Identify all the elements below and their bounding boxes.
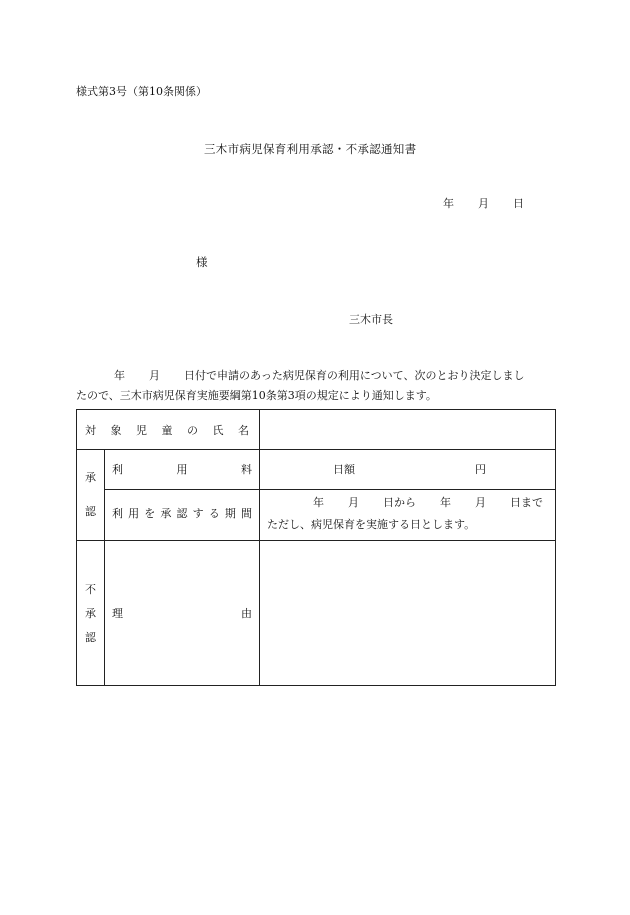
period-line2: ただし、病児保育を実施する日とします。: [267, 518, 476, 531]
issue-date: [443, 198, 524, 209]
label-char: 氏: [212, 424, 224, 437]
date-year: 年: [443, 197, 454, 210]
child-name-label: [85, 425, 249, 436]
period-year-until: 年: [440, 496, 451, 509]
form-number: 様式第3号（第10条関係）: [76, 85, 207, 98]
notice-body-line2: たので、三木市病児保育実施要綱第10条第3項の規定により通知します。: [76, 389, 437, 402]
label-char: 児: [136, 424, 147, 437]
label-char: 間: [241, 507, 252, 520]
label-char: 童: [161, 424, 173, 437]
rejection-side-char: 不: [85, 583, 96, 596]
approval-side-char: 認: [85, 505, 96, 518]
label-char: 用: [128, 507, 140, 520]
row-divider: [77, 540, 555, 541]
notice-body: [76, 366, 556, 406]
label-char: 理: [112, 607, 123, 620]
label-char: 名: [238, 424, 249, 437]
reason-label: [112, 608, 252, 619]
period-until: 日まで: [510, 496, 543, 509]
body-line1-rest: 日付で申請のあった病児保育の利用について、次のとおり決定しまし: [184, 369, 525, 382]
column-divider: [104, 449, 105, 685]
body-year: 年: [114, 369, 125, 382]
date-month: 月: [478, 197, 489, 210]
decision-table: [76, 409, 556, 686]
period-year-from: 年: [313, 496, 324, 509]
row-divider: [77, 449, 555, 450]
label-char: る: [208, 507, 220, 520]
fee-yen: 円: [475, 463, 486, 476]
recipient-honorific: 様: [196, 255, 208, 269]
body-month: 月: [149, 369, 160, 382]
document-title: 三木市病児保育利用承認・不承認通知書: [204, 142, 417, 156]
period-line1: [313, 497, 543, 508]
fee-daily: 日額: [333, 463, 355, 476]
notice-body-line1: [76, 366, 556, 386]
label-char: 認: [176, 507, 188, 520]
label-char: 対: [85, 424, 96, 437]
date-day: 日: [513, 197, 524, 210]
label-char: 用: [176, 463, 188, 476]
period-month-until: 月: [475, 496, 486, 509]
fee-label: [112, 464, 252, 475]
label-char: す: [192, 507, 204, 520]
label-char: 承: [160, 507, 172, 520]
label-char: 利: [112, 463, 123, 476]
issuer-name: 三木市長: [349, 313, 393, 326]
label-char: 利: [112, 507, 123, 520]
label-char: 象: [110, 424, 122, 437]
row-divider: [104, 489, 555, 490]
label-char: 料: [241, 463, 252, 476]
period-month-from: 月: [348, 496, 359, 509]
label-char: 期: [224, 507, 236, 520]
label-char: を: [144, 507, 156, 520]
label-char: 由: [241, 607, 252, 620]
rejection-side-char: 承: [85, 607, 96, 620]
label-char: の: [187, 424, 198, 437]
rejection-side-char: 認: [85, 631, 96, 644]
column-divider: [259, 410, 260, 685]
period-from: 日から: [383, 496, 416, 509]
approval-side-char: 承: [85, 471, 96, 484]
period-label: [112, 508, 252, 519]
